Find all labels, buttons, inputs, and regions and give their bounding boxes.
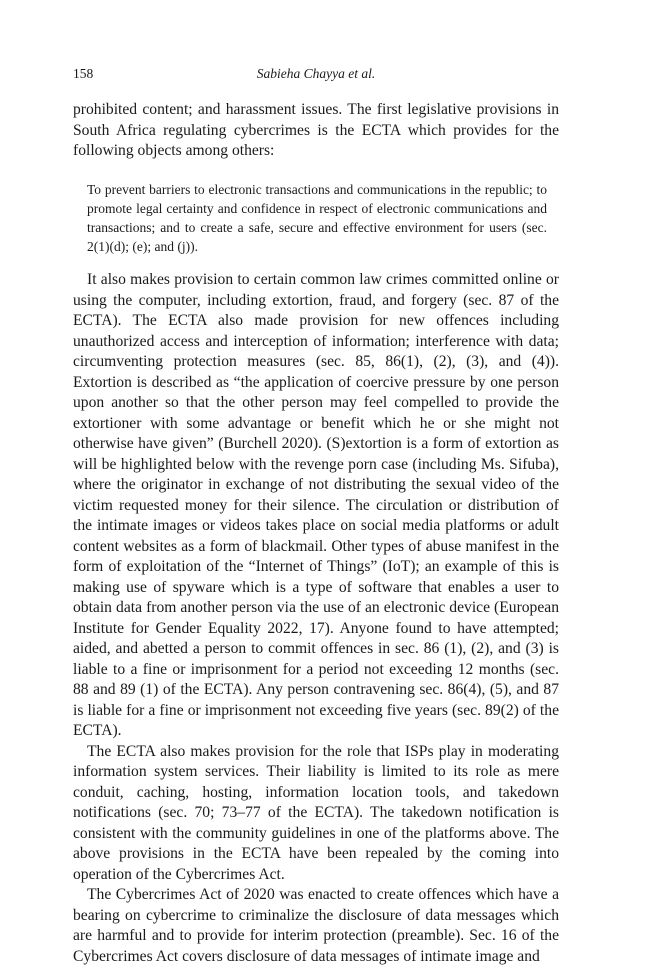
running-head: Sabieha Chayya et al. [256,66,376,81]
opening-paragraph-block [73,100,559,162]
paragraph-ecta-intro: prohibited content; and harassment issues. The first legislative provisions in South Africa regulating cybercrimes is the ECTA which provides for the following objects among others: [73,101,559,159]
main-text-block [73,270,559,967]
paragraph-isp-liability: The ECTA also makes provision for the role that ISPs play in moderating information system services. Their liability is limited to its role as mere conduit, caching, hosting, information location tools, and takedown notifications (sec. 70; 73–77 of the ECTA). The takedown notification is consistent with the community guidelines in one of the platforms above. The above provisions in the ECTA have been repealed by the coming into operation of the Cybercrimes Act. [73,742,559,883]
block-quote [73,180,559,256]
page-number: 158 [73,66,94,81]
paragraph-ecta-offences: It also makes provision to certain common law crimes committed online or using the computer, including extortion, fraud, and forgery (sec. 87 of the ECTA). The ECTA also made provision for new offences including unauthorized access and interception of information; interference with data; circumventing protection measures (sec. 85, 86(1), (2), (3), and (4)). Extortion is described as “the application of coercive pressure by one person upon another so that the other person may feel compelled to provide the extortioner with some advantage or benefit which he or she might not otherwise have given” (Burchell 2020). (S)extortion is a form of extortion as will be highlighted below with the revenge porn case (including Ms. Sifuba), where the originator in exchange of not distributing the sexual video of the victim requested money for their silence. The circulation or distribution of the intimate images or videos takes place on social media platforms or adult content websites as a form of blackmail. Other types of abuse manifest in the form of exploitation of the “Internet of Things” (IoT); an example of this is making use of spyware which is a type of software that enables a user to obtain data from another person via the use of an electronic device (European Institute for Gender Equality 2022, 17). Anyone found to have attempted; aided, and abetted a person to commit offences in sec. 86 (1), (2), and (3) is liable to a fine or imprisonment for a period not exceeding 12 months (sec. 88 and 89 (1) of the ECTA). Any person contravening sec. 86(4), (5), and 87 is liable for a fine or imprisonment not exceeding five years (sec. 89(2) of the ECTA). [73,271,559,739]
page-header [73,66,559,86]
quote-ecta-objects: To prevent barriers to electronic transactions and communications in the republic; to promote legal certainty and confidence in respect of electronic communications and transactions; and to create a safe, secure and effective environment for users (sec. 2(1)(d); (e); and (j)). [87,182,547,254]
paragraph-cybercrimes-act: The Cybercrimes Act of 2020 was enacted to create offences which have a bearing on cybercrime to criminalize the disclosure of data messages which are harmful and to provide for interim protection (preamble). Sec. 16 of the Cybercrimes Act covers disclosure of data messages of intimate image and [73,886,559,965]
